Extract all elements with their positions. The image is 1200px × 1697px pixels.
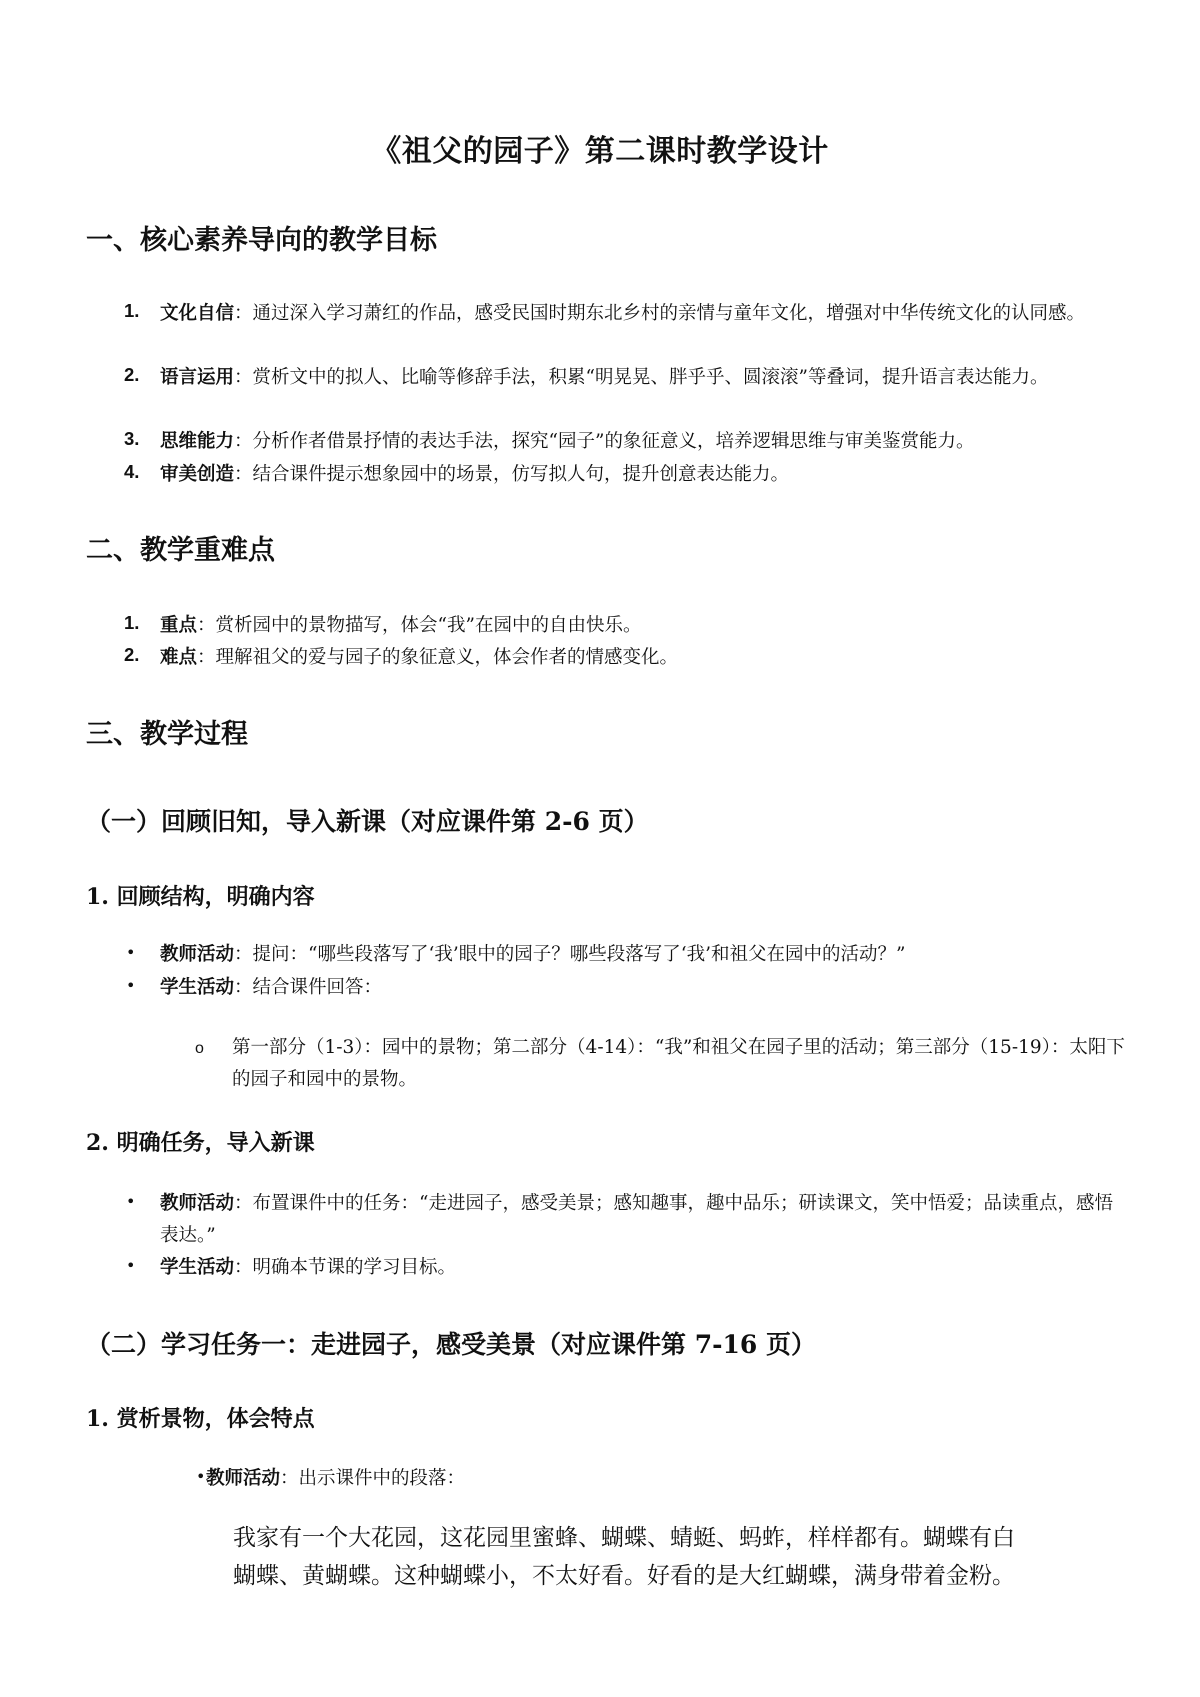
list-number: 3. [124, 428, 140, 449]
item-label: 审美创造 [160, 463, 235, 484]
activity-label: 教师活动 [160, 943, 235, 964]
item-label: 难点 [160, 646, 198, 667]
list-number: 4. [124, 461, 140, 482]
structure-text: 第一部分（1-3）：园中的景物；第二部分（4-14）：“我”和祖父在园子里的活动；第三部分（15-19）：太阳下的园子和园中的景物。 [232, 1037, 1125, 1090]
item-text: 赏析文中的拟人、比喻等修辞手法，积累“明晃晃、胖乎乎、圆滚滚”等叠词，提升语言表达能力。 [252, 367, 1049, 388]
bullet-icon: • [126, 1192, 136, 1211]
item-sep: ： [234, 303, 253, 324]
bullet-icon: • [126, 1256, 136, 1275]
list-number: 1. [124, 612, 140, 633]
activity-label: 学生活动 [160, 976, 235, 997]
item-text: 分析作者借景抒情的表达手法，探究“园子”的象征意义，培养逻辑思维与审美鉴赏能力。 [252, 431, 975, 452]
item-text: 结合课件提示想象园中的场景，仿写拟人句，提升创意表达能力。 [252, 464, 790, 485]
circle-bullet-icon: o [195, 1040, 204, 1057]
section-heading-process: 三、教学过程 [86, 719, 248, 750]
item-sep: ： [234, 431, 253, 452]
document-title: 《祖父的园子》第二课时教学设计 [371, 134, 829, 169]
activity-sep: ： [234, 1257, 253, 1278]
item-sep: ： [197, 647, 216, 668]
activity-sep: ： [234, 944, 253, 965]
section-heading-key-points: 二、教学重难点 [86, 535, 275, 566]
step-heading-review-structure: 1. 回顾结构，明确内容 [86, 884, 315, 910]
bullet-icon: • [126, 943, 136, 962]
item-sep: ： [197, 615, 216, 636]
activity-text: 明确本节课的学习目标。 [252, 1257, 457, 1278]
activity-sep: ： [234, 1193, 253, 1214]
item-sep: ： [234, 464, 253, 485]
activity-text: 布置课件中的任务：“走进园子，感受美景；感知趣事，趣中品乐；研读课文，笑中悟爱；品读重点，感悟表达。” [160, 1193, 1113, 1246]
bullet-icon: • [126, 976, 136, 995]
activity-sep: ： [280, 1468, 299, 1489]
list-number: 2. [124, 364, 140, 385]
subsection-heading-task-one: （二）学习任务一：走进园子，感受美景（对应课件第 7-16 页） [86, 1330, 816, 1359]
item-label: 语言运用 [160, 366, 235, 387]
item-text: 通过深入学习萧红的作品，感受民国时期东北乡村的亲情与童年文化，增强对中华传统文化的认同感。 [252, 303, 1086, 324]
activity-label: 教师活动 [160, 1192, 235, 1213]
activity-sep: ： [234, 977, 253, 998]
list-number: 1. [124, 300, 140, 321]
item-text: 理解祖父的爱与园子的象征意义，体会作者的情感变化。 [215, 647, 679, 668]
list-number: 2. [124, 644, 140, 665]
quoted-paragraph-line-2: 蝴蝶、黄蝴蝶。这种蝴蝶小，不太好看。好看的是大红蝴蝶，满身带着金粉。 [233, 1563, 1015, 1589]
quoted-paragraph-line-1: 我家有一个大花园，这花园里蜜蜂、蝴蝶、蜻蜓、蚂蚱，样样都有。蝴蝶有白 [233, 1525, 1015, 1551]
activity-label: 学生活动 [160, 1256, 235, 1277]
step-heading-clarify-task: 2. 明确任务，导入新课 [86, 1130, 315, 1156]
item-label: 思维能力 [160, 430, 235, 451]
activity-label: 教师活动 [206, 1467, 281, 1488]
activity-text: 提问：“哪些段落写了‘我’眼中的园子？哪些段落写了‘我’和祖父在园中的活动？” [252, 944, 906, 965]
activity-text: 结合课件回答： [252, 977, 383, 998]
item-label: 文化自信 [160, 302, 235, 323]
subsection-heading-review: （一）回顾旧知，导入新课（对应课件第 2-6 页） [86, 807, 649, 836]
bullet-icon: • [196, 1467, 206, 1486]
activity-text: 出示课件中的段落： [298, 1468, 466, 1489]
step-heading-appreciate-scenery: 1. 赏析景物，体会特点 [86, 1406, 315, 1432]
section-heading-objectives: 一、核心素养导向的教学目标 [86, 225, 437, 256]
item-label: 重点 [160, 614, 198, 635]
item-sep: ： [234, 367, 253, 388]
item-text: 赏析园中的景物描写，体会“我”在园中的自由快乐。 [215, 615, 642, 636]
